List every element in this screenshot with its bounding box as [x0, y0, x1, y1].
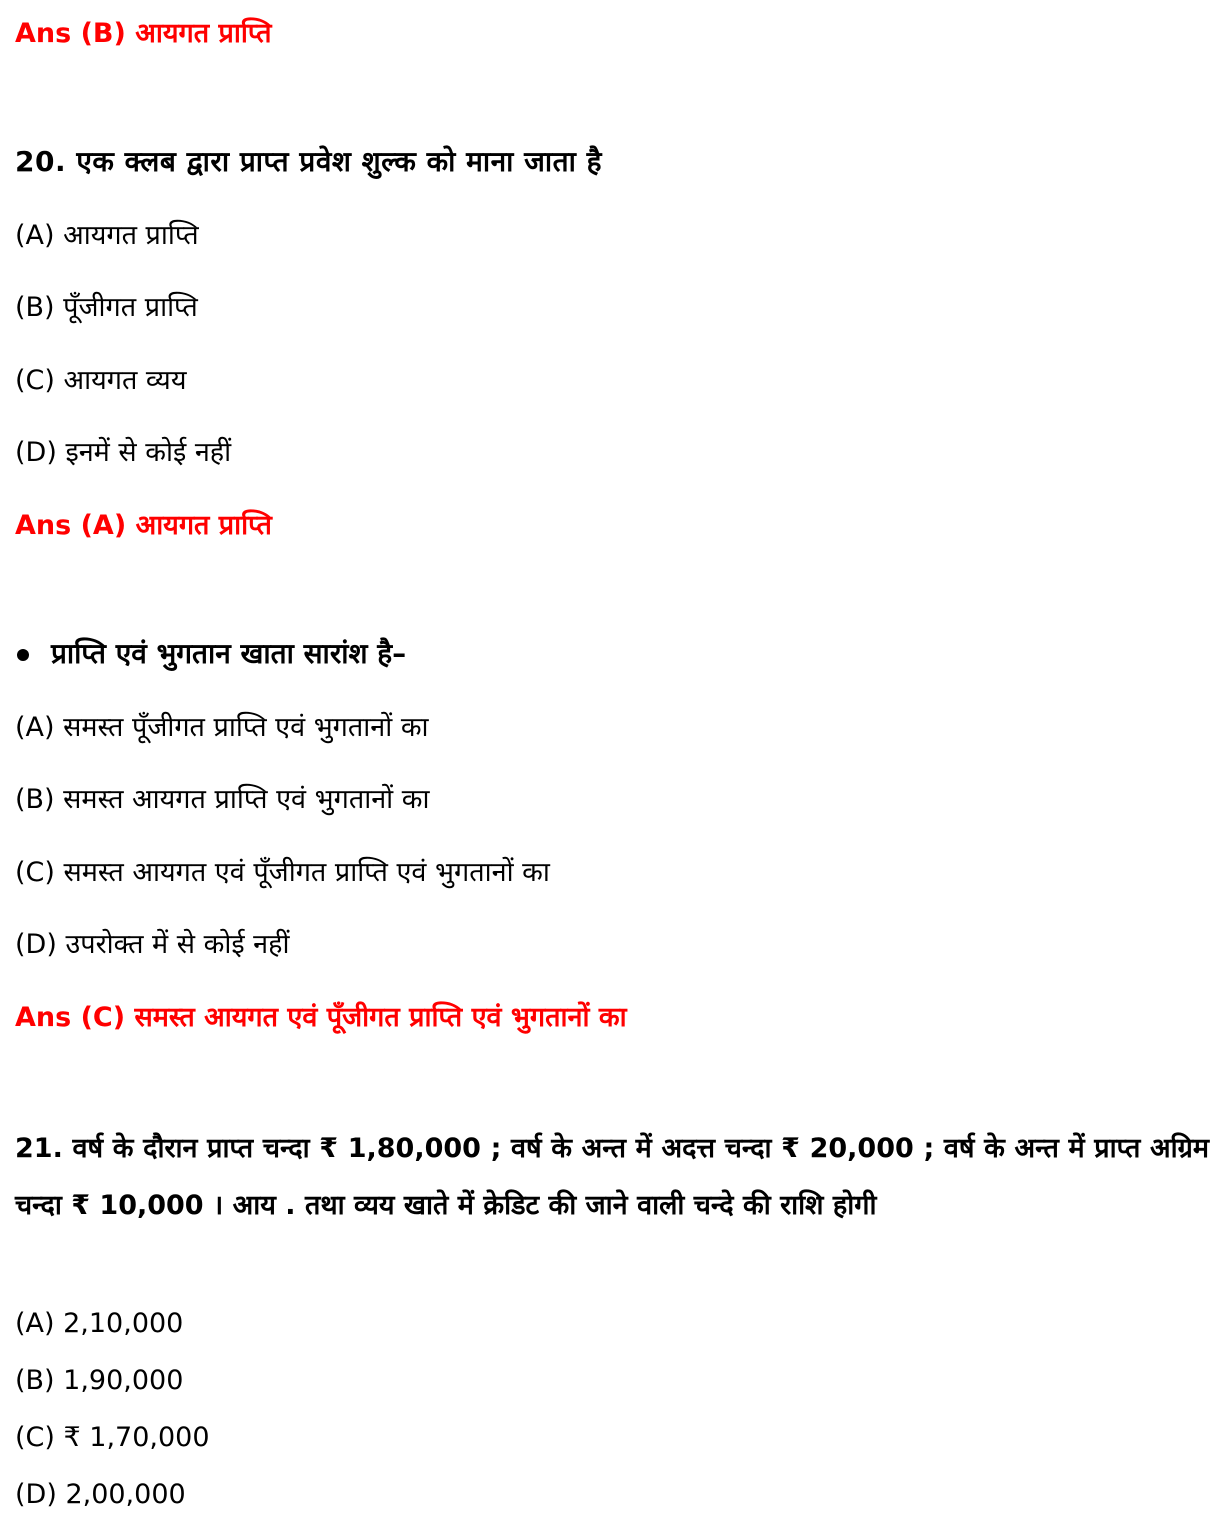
- bullet-question-text: प्राप्ति एवं भुगतान खाता सारांश है–: [51, 637, 407, 670]
- bullet-option-c: (C) समस्त आयगत एवं पूँजीगत प्राप्ति एवं भुगतानों का: [15, 857, 550, 888]
- bullet-option-b: (B) समस्त आयगत प्राप्ति एवं भुगतानों का: [15, 784, 430, 815]
- q19-answer: Ans (B) आयगत प्राप्ति: [15, 18, 272, 49]
- bullet-question: [15, 638, 406, 670]
- q20-option-a: (A) आयगत प्राप्ति: [15, 220, 199, 251]
- q20-option-d: (D) इनमें से कोई नहीं: [15, 437, 232, 468]
- q21-option-b: (B) 1,90,000: [15, 1365, 184, 1396]
- bullet-icon: [17, 649, 29, 661]
- q20-answer: Ans (A) आयगत प्राप्ति: [15, 510, 272, 541]
- q21-question: 21. वर्ष के दौरान प्राप्त चन्दा ₹ 1,80,000 ; वर्ष के अन्त में अदत्त चन्दा ₹ 20,000 ; वर्ष के अन्त में प्राप्त अग्रिम चन्दा ₹ 10,000 । आय . तथा व्यय खाते में क्रेडिट की जाने वाली चन्दे की राशि होगी: [15, 1133, 1209, 1221]
- q20-option-c: (C) आयगत व्यय: [15, 365, 187, 396]
- q21-option-c: (C) ₹ 1,70,000: [15, 1422, 210, 1453]
- bullet-option-d: (D) उपरोक्त में से कोई नहीं: [15, 929, 290, 960]
- q20-option-b: (B) पूँजीगत प्राप्ति: [15, 292, 198, 323]
- q20-question: 20. एक क्लब द्वारा प्राप्त प्रवेश शुल्क को माना जाता है: [15, 145, 602, 178]
- q21-option-a: (A) 2,10,000: [15, 1308, 184, 1339]
- bullet-option-a: (A) समस्त पूँजीगत प्राप्ति एवं भुगतानों का: [15, 712, 429, 743]
- bullet-answer: Ans (C) समस्त आयगत एवं पूँजीगत प्राप्ति एवं भुगतानों का: [15, 1002, 627, 1033]
- q21-option-d: (D) 2,00,000: [15, 1479, 186, 1510]
